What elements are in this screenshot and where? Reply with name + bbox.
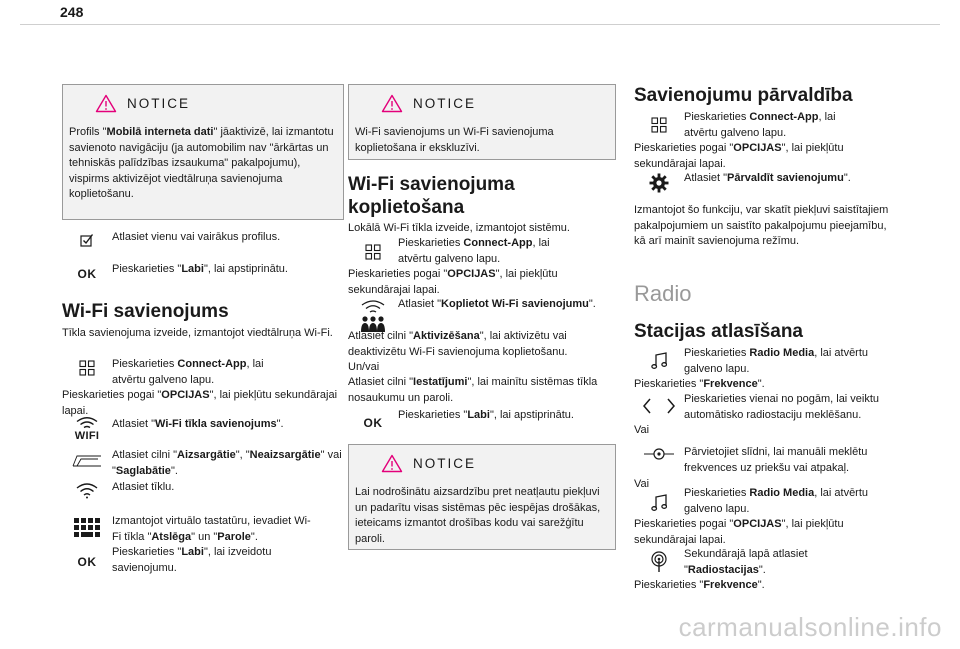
- step-frequency: Pieskarieties "Frekvence".: [634, 378, 765, 390]
- wifi-share-icon: [360, 299, 386, 333]
- step-frequency-2: Pieskarieties "Frekvence".: [634, 579, 765, 591]
- wifi-intro: Tīkla savienojuma izveide, izmantojot viedtālruņa Wi-Fi.: [62, 327, 333, 339]
- hotspot-intro: Lokālā Wi-Fi tīkla izveide, izmantojot sistēmu.: [348, 222, 570, 234]
- step-options: Pieskarieties pogai "OPCIJAS", lai piekļūtu sekundārajai lapai.: [62, 389, 338, 417]
- radio-antenna-icon: [649, 551, 669, 573]
- step-keyboard: Izmantojot virtuālo tastatūru, ievadiet Wi-Fi tīkla "Atslēga" un "Parole".: [62, 514, 344, 545]
- notice-box: [348, 444, 616, 550]
- notice-title: NOTICE: [413, 455, 477, 471]
- or-text: Vai: [634, 424, 650, 436]
- wifi-label: WIFI: [74, 430, 100, 442]
- step-manage-connection: Atlasiet "Pārvaldīt savienojumu".: [634, 171, 904, 193]
- warning-icon: [95, 94, 117, 113]
- wifi-icon: [76, 417, 98, 430]
- wifi-signal-icon: [76, 483, 98, 499]
- notice-box: [348, 84, 616, 160]
- warning-icon: [381, 454, 403, 473]
- and-or-text: Un/vai: [348, 361, 380, 373]
- notice-text: Wi-Fi savienojums un Wi-Fi savienojuma koplietošana ir ekskluzīvi.: [355, 126, 554, 154]
- step-radio-media-2: Pieskarieties Radio Media, lai atvērtu galveno lapu.: [634, 486, 904, 517]
- step-select-tab: Atlasiet cilni "Aizsargātie", "Neaizsargātie" vai "Saglabātie".: [62, 448, 344, 479]
- or-text: Vai: [634, 478, 650, 490]
- manage-description: Izmantojot šo funkciju, var skatīt piekļuvi saistītajiem pakalpojumiem un saistīto pakalpojumu pieejamību, kā arī mainīt savienojuma režīmu.: [634, 204, 889, 247]
- top-rule: [20, 24, 940, 25]
- activation-text: Atlasiet cilni "Aktivizēšana", lai aktivizētu vai deaktivizētu Wi-Fi savienojuma koplietošanu.: [348, 330, 568, 358]
- warning-icon: [381, 94, 403, 113]
- step-connect-app: Pieskarieties Connect-App, lai atvērtu galveno lapu.: [348, 236, 616, 267]
- page-number: 248: [60, 4, 84, 20]
- step-connect-app: Pieskarieties Connect-App, lai atvērtu galveno lapu.: [62, 357, 344, 388]
- notice-box: [62, 84, 344, 220]
- tabs-icon: [72, 453, 102, 467]
- ok-icon: OK: [77, 555, 97, 569]
- step-wifi-network: WIFI Atlasiet "Wi-Fi tīkla savienojums".: [74, 418, 284, 442]
- step-radio-media: Pieskarieties Radio Media, lai atvērtu galveno lapu.: [634, 346, 904, 377]
- step-slider: Pārvietojiet slīdni, lai manuāli meklētu frekvences uz priekšu vai atpakaļ.: [634, 445, 904, 476]
- step-confirm-ok: OK Pieskarieties "Labi", lai apstiprinātu.: [77, 263, 288, 281]
- notice-title: NOTICE: [127, 95, 191, 111]
- settings-text: Atlasiet cilni "Iestatījumi", lai mainītu sistēmas tīkla nosaukumu un paroli.: [348, 376, 598, 404]
- section-heading-station: Stacijas atlasīšana: [634, 321, 803, 342]
- step-select-network: Atlasiet tīklu.: [62, 480, 344, 499]
- apps-grid-icon: [79, 360, 95, 376]
- step-options: Pieskarieties pogai "OPCIJAS", lai piekļūtu sekundārajai lapai.: [634, 142, 844, 170]
- step-options-2: Pieskarieties pogai "OPCIJAS", lai piekļūtu sekundārajai lapai.: [634, 518, 844, 546]
- notice-title: NOTICE: [413, 95, 477, 111]
- step-share-wifi: Atlasiet "Koplietot Wi-Fi savienojumu".: [348, 297, 616, 333]
- chevrons-left-right-icon: [642, 398, 676, 414]
- step-confirm-ok: OK Pieskarieties "Labi", lai apstiprinātu.: [363, 409, 574, 430]
- chapter-title-radio: Radio: [634, 281, 692, 306]
- step-connect-app: Pieskarieties Connect-App, lai atvērtu galveno lapu.: [634, 110, 904, 141]
- notice-text: Profils "Mobilā interneta dati" jāaktivizē, lai izmantotu savienoto navigāciju (ja automobilim nav "ārkārtas un tehniskās palīdzības izsaukuma" pakalpojumu), vispirms aktivizējot viedtālruņa savienojuma koplietošanu.: [69, 126, 334, 200]
- gear-icon: [649, 173, 669, 193]
- keyboard-icon: [74, 518, 100, 538]
- apps-grid-icon: [365, 244, 381, 260]
- apps-grid-icon: [651, 117, 667, 133]
- watermark: carmanualsonline.info: [678, 612, 942, 642]
- music-note-icon: [651, 494, 667, 512]
- step-auto-search: Pieskarieties vienai no pogām, lai veiktu automātisko radiostaciju meklēšanu.: [634, 392, 904, 423]
- step-options: Pieskarieties pogai "OPCIJAS", lai piekļūtu sekundārajai lapai.: [348, 268, 558, 296]
- slider-icon: [644, 447, 674, 461]
- checklist-icon: [80, 233, 94, 247]
- section-heading-hotspot: Wi-Fi savienojuma koplietošana: [348, 174, 515, 218]
- ok-icon: OK: [363, 416, 383, 430]
- step-stations: Sekundārajā lapā atlasiet "Radiostacijas".: [634, 547, 904, 578]
- step-select-profiles: Atlasiet vienu vai vairākus profilus.: [62, 230, 344, 247]
- music-note-icon: [651, 352, 667, 370]
- notice-text: Lai nodrošinātu aizsardzību pret neatļautu piekļuvi un padarītu visas sistēmas pēc iespējas drošākas, ieteicams izmantot drošības kodu vai sarežģītu paroli.: [355, 486, 601, 545]
- step-connect-ok: OK Pieskarieties "Labi", lai izveidotu savienojumu.: [77, 546, 272, 574]
- section-heading-connections: Savienojumu pārvaldība: [634, 85, 853, 106]
- section-heading-wifi: Wi-Fi savienojums: [62, 301, 229, 322]
- ok-icon: OK: [77, 267, 97, 281]
